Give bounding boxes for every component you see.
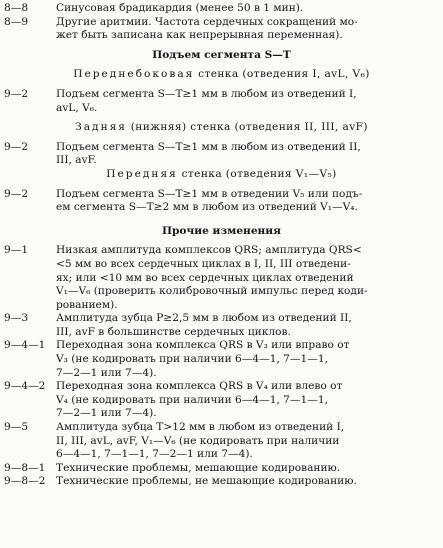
entry-text-line: 7—2—1 или 7—4).: [56, 366, 157, 379]
entry-text-line: Амплитуда зубца P≥2,5 мм в любом из отведений II,: [56, 312, 352, 325]
subheading-rest: стенка (отведения V₁—V₅): [177, 167, 337, 180]
entry-text-line: 6—4—1, 7—1—1, 7—2—1 или 7—4).: [56, 448, 253, 461]
entry-code: 9—2: [4, 140, 29, 153]
entry-9-3: [0, 312, 443, 339]
document-page: [0, 2, 443, 489]
entry-text-line: Синусовая брадикардия (менее 50 в 1 мин).: [56, 2, 304, 14]
entry-text-line: Технические проблемы, не мешающие кодированию.: [56, 475, 357, 488]
entry-code: 8—8: [4, 2, 29, 14]
entry-text-line: Технические проблемы, мешающие кодированию.: [56, 461, 341, 474]
entry-text-line: avL, V₆.: [56, 101, 98, 114]
entry-text-line: Амплитуда зубца T>12 мм в любом из отведений I,: [56, 421, 345, 434]
entry-text-line: Переходная зона комплекса QRS в V₃ или вправо от: [56, 339, 350, 352]
entry-9-4-2: [0, 380, 443, 421]
entry-9-1: [0, 244, 443, 312]
entry-text-line: Другие аритмии. Частота сердечных сокращений мо-: [56, 15, 358, 28]
section-heading-other-changes: Прочие изменения: [161, 224, 281, 237]
entry-text-line: V₃ (не кодировать при наличии 6—4—1, 7—1—1,: [56, 353, 328, 366]
subheading-anterior: [0, 168, 443, 182]
entry-8-8: [0, 2, 443, 16]
section-heading-st-elevation: Подъем сегмента S—T: [152, 48, 291, 61]
entry-text-line: ем сегмента S—T≥2 мм в любом из отведений V₁—V₄.: [56, 201, 358, 214]
entry-text-line: Переходная зона комплекса QRS в V₄ или влево от: [56, 380, 343, 393]
entry-code: 9—2: [4, 187, 29, 200]
entry-code: 9—1: [4, 244, 29, 257]
entry-9-2-inferior: [0, 141, 443, 168]
entry-9-2-anterolateral: [0, 88, 443, 115]
entry-code: 9—8—2: [4, 475, 46, 488]
entry-code: 9—3: [4, 312, 29, 325]
entry-9-8-2: [0, 475, 443, 489]
entry-text-line: III, avF в большинстве сердечных циклов.: [56, 325, 291, 338]
entry-code: 9—5: [4, 421, 29, 434]
entry-text-line: V₄ (не кодировать при наличии 6—4—1, 7—1—1,: [56, 393, 328, 406]
subheading-spaced: Переднебоковая: [73, 68, 195, 81]
entry-9-8-1: [0, 462, 443, 476]
entry-9-5: [0, 421, 443, 462]
entry-9-2-anterior: [0, 188, 443, 215]
entry-text-line: Низкая амплитуда комплексов QRS; амплитуда QRS<: [56, 244, 362, 257]
entry-text-line: V₁—V₆ (проверить колибровочный импульс перед коди-: [56, 285, 368, 298]
entry-text-line: Подъем сегмента S—T≥1 мм в любом из отведений I,: [56, 87, 357, 100]
subheading-rest: стенка (отведения I, avL, V₆): [194, 68, 370, 81]
subheading-rest: (нижняя) стенка (отведения II, III, avF): [127, 121, 368, 134]
entry-text-line: ях; или <10 мм во всех сердечных циклах отведений: [56, 271, 354, 284]
entry-text-line: 7—2—1 или 7—4).: [56, 407, 157, 420]
entry-8-9: [0, 16, 443, 43]
entry-text-line: Подъем сегмента S—T≥1 мм в отведении V₅ или подъ-: [56, 187, 363, 200]
entry-text-line: II, III, avL, avF, V₁—V₆ (не кодировать при наличии: [56, 434, 340, 447]
entry-code: 9—8—1: [4, 461, 46, 474]
entry-text-line: III, avF.: [56, 154, 97, 167]
entry-text-line: Подъем сегмента S—T≥1 мм в любом из отведений II,: [56, 140, 361, 153]
entry-code: 9—2: [4, 87, 29, 100]
entry-text-line: рованием).: [56, 298, 118, 311]
subheading-inferior: [0, 121, 443, 135]
entry-code: 9—4—2: [4, 380, 46, 393]
entry-code: 9—4—1: [4, 339, 46, 352]
entry-code: 8—9: [4, 15, 29, 28]
entry-9-4-1: [0, 339, 443, 380]
subheading-anterolateral: [0, 68, 443, 82]
subheading-spaced: Задняя: [75, 121, 127, 134]
entry-text-line: <5 мм во всех сердечных циклах в I, II, III отведени-: [56, 257, 351, 270]
subheading-spaced: Передняя: [106, 167, 178, 180]
entry-text-line: жет быть записана как непрерывная переменная).: [56, 29, 343, 42]
